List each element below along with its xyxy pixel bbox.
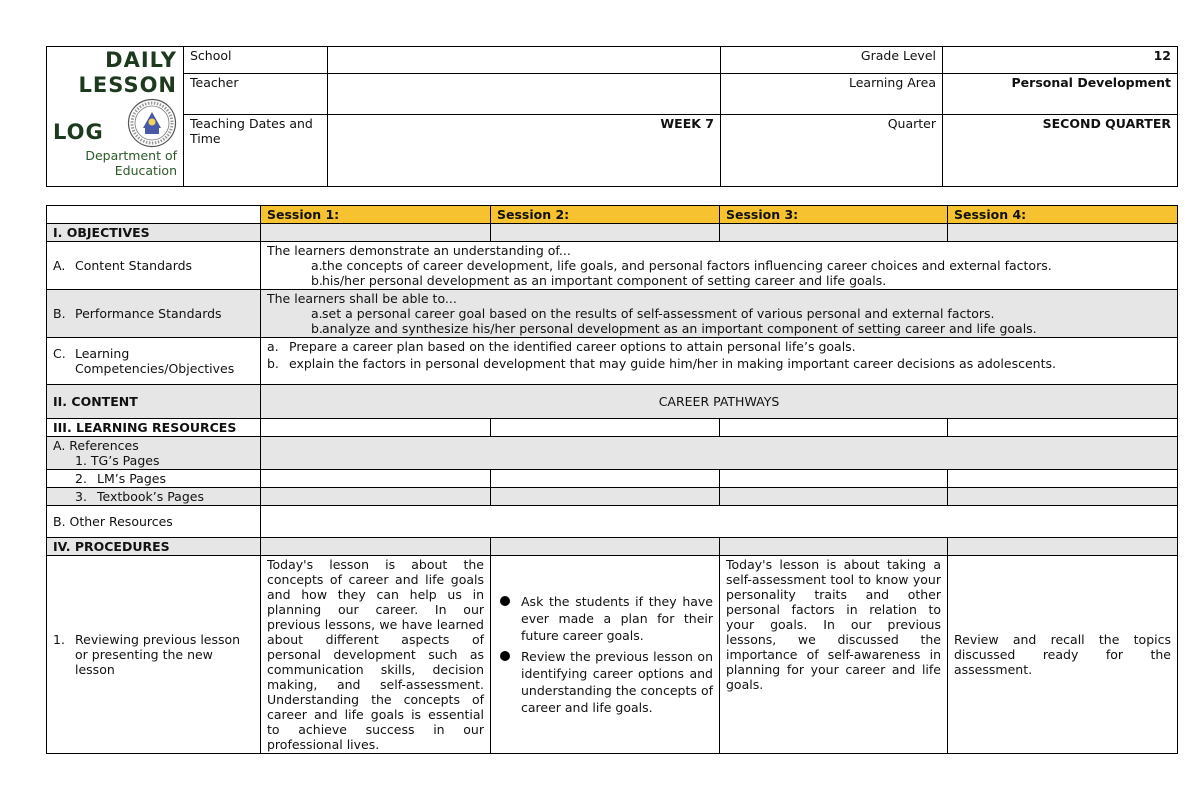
session-4-procedure: Review and recall the topics discussed ready for the assessment. <box>948 556 1178 754</box>
list-item: b. explain the factors in personal development that may guide him/her in making important career decisions as adolescents. <box>267 356 1056 371</box>
bullet-icon <box>500 596 510 606</box>
procedures-cell-4 <box>948 538 1178 556</box>
lm-cell-4 <box>948 470 1178 488</box>
references-label: A. References 1. TG’s Pages <box>47 437 261 470</box>
bullet-icon <box>500 651 510 661</box>
dll-title-daily: DAILY <box>105 48 177 72</box>
teacher-value <box>328 74 721 115</box>
session-3-procedure: Today's lesson is about taking a self-assessment tool to know your personality traits and other personal factors in relation to your goals. In our previous lessons, we discussed the importance of self-awareness in planning for your career and life goals. <box>720 556 948 754</box>
list-item: Ask the students if they have ever made a plan for their future career goals. <box>497 593 713 644</box>
session-1-procedure: Today's lesson is about the concepts of career and life goals and how they can help us in planning our career. In our previous lessons, we have learned about different aspects of personal development such as communication skills, decision making, and self-assessment. Understanding the concepts of career and life goals is essential to achieve success in our professional lives. <box>261 556 491 754</box>
content-value: CAREER PATHWAYS <box>261 385 1178 419</box>
teaching-dates-value: WEEK 7 <box>328 115 721 187</box>
procedures-heading: IV. PROCEDURES <box>47 538 261 556</box>
session-3-header: Session 3: <box>720 206 948 224</box>
learning-area-label: Learning Area <box>721 74 943 115</box>
list-item: a. Prepare a career plan based on the identified career options to attain personal life’s goals. <box>267 339 856 354</box>
performance-standards-text: The learners shall be able to... a. set a personal career goal based on the results of self-assessment of various personal and external factors. b. analyze and synthesize his/her personal development as an important component of setting career and life goals. <box>261 290 1178 338</box>
lesson-table <box>46 205 1178 754</box>
resources-cell-4 <box>948 419 1178 437</box>
content-heading: II. CONTENT <box>47 385 261 419</box>
lm-cell-3 <box>720 470 948 488</box>
list-item: a. the concepts of career development, life goals, and personal factors influencing career choices and external factors. <box>311 258 1052 273</box>
objectives-cell-1 <box>261 224 491 242</box>
textbook-pages-label: 3. Textbook’s Pages <box>47 488 261 506</box>
resources-cell-3 <box>720 419 948 437</box>
session-4-header: Session 4: <box>948 206 1178 224</box>
textbook-cell-1 <box>261 488 491 506</box>
list-item: Review the previous lesson on identifying career options and understanding the concepts of career and life goals. <box>497 648 713 716</box>
quarter-value: SECOND QUARTER <box>943 115 1178 187</box>
content-standards-label: A. Content Standards <box>47 242 261 290</box>
procedures-cell-1 <box>261 538 491 556</box>
learning-competencies-label: C. Learning Competencies/Objectives <box>47 338 261 385</box>
textbook-cell-2 <box>491 488 720 506</box>
dll-title-lesson: LESSON <box>78 73 177 97</box>
school-value <box>328 47 721 74</box>
dll-department: Department of Education <box>85 148 177 178</box>
learning-area-value: Personal Development <box>943 74 1178 115</box>
learning-resources-heading: III. LEARNING RESOURCES <box>47 419 261 437</box>
performance-standards-label: B. Performance Standards <box>47 290 261 338</box>
session-header-blank <box>47 206 261 224</box>
list-item: a. set a personal career goal based on the results of self-assessment of various personal and external factors. <box>311 306 995 321</box>
list-item: b. his/her personal development as an important component of setting career and life goals. <box>311 273 887 288</box>
list-item: b. analyze and synthesize his/her personal development as an important component of setting career and life goals. <box>311 321 1037 336</box>
dll-title-log: LOG <box>53 119 104 144</box>
procedures-cell-2 <box>491 538 720 556</box>
references-cell <box>261 437 1178 470</box>
textbook-cell-3 <box>720 488 948 506</box>
textbook-cell-4 <box>948 488 1178 506</box>
lm-cell-1 <box>261 470 491 488</box>
procedures-cell-3 <box>720 538 948 556</box>
objectives-heading: I. OBJECTIVES <box>47 224 261 242</box>
teacher-label: Teacher <box>184 74 328 115</box>
deped-seal-icon <box>127 98 177 148</box>
reviewing-lesson-label: 1. Reviewing previous lesson or presenting the new lesson <box>47 556 261 754</box>
school-label: School <box>184 47 328 74</box>
lm-cell-2 <box>491 470 720 488</box>
grade-level-value: 12 <box>943 47 1178 74</box>
teaching-dates-label: Teaching Dates and Time <box>184 115 328 187</box>
session-2-procedure <box>491 556 720 754</box>
content-standards-text: The learners demonstrate an understanding of... a. the concepts of career development, life goals, and personal factors influencing career choices and external factors. b. his/her personal development as an important component of setting career and life goals. <box>261 242 1178 290</box>
lm-pages-label: 2. LM’s Pages <box>47 470 261 488</box>
resources-cell-2 <box>491 419 720 437</box>
other-resources-cell <box>261 506 1178 538</box>
dll-logo-cell <box>47 47 184 187</box>
objectives-cell-3 <box>720 224 948 242</box>
session-2-header: Session 2: <box>491 206 720 224</box>
objectives-cell-4 <box>948 224 1178 242</box>
quarter-label: Quarter <box>721 115 943 187</box>
header-table <box>46 46 1178 187</box>
objectives-cell-2 <box>491 224 720 242</box>
session-1-header: Session 1: <box>261 206 491 224</box>
grade-level-label: Grade Level <box>721 47 943 74</box>
other-resources-label: B. Other Resources <box>47 506 261 538</box>
learning-competencies-text <box>261 338 1178 385</box>
resources-cell-1 <box>261 419 491 437</box>
